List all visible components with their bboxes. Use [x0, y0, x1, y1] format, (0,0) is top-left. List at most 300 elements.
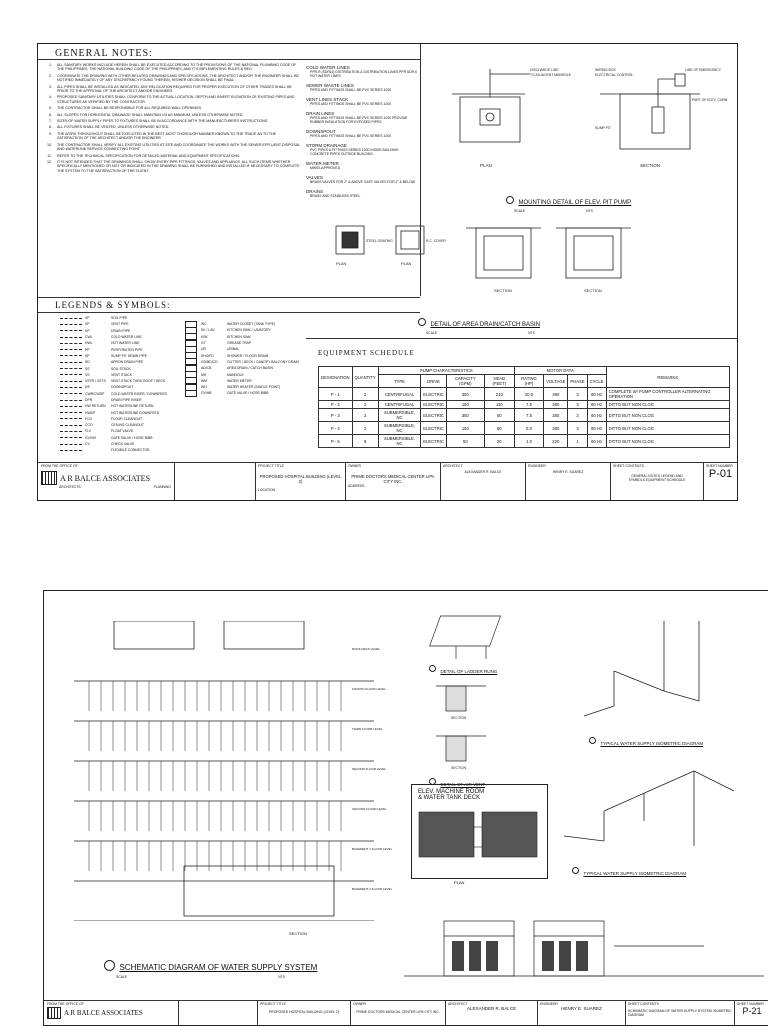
- legend-code: SK / LAV: [201, 328, 215, 333]
- area-drain-caption: [418, 313, 578, 335]
- pump-detail-drawing: [430, 49, 730, 199]
- legend-code: HWL: [85, 341, 93, 346]
- legend-code: KSK: [201, 334, 208, 339]
- isometric-diagram-1: [574, 611, 754, 731]
- legend-symbol-icon: [60, 318, 82, 319]
- sheet-p21: [43, 590, 768, 1026]
- legend-item: [185, 390, 305, 396]
- table-row: [319, 435, 730, 448]
- detail-marker-icon: [418, 318, 426, 326]
- pipe-note-text: PIPES AND FITTINGS SHALL BE PVC SERIES 1000: [310, 134, 392, 138]
- pipe-note: [306, 97, 418, 106]
- pipe-note: [306, 175, 418, 184]
- legend-label: APRON DRAIN PIPE: [111, 360, 144, 365]
- legend-label: VENT STACK THRU ROOF / DECK: [111, 379, 166, 384]
- pipe-note-text: MWSS APPROVED: [310, 166, 341, 170]
- tb-firm: [38, 463, 174, 500]
- note-text: ALL FIXTURES SHALL BE VENTED, UNLESS OTHERWISE NOTED.: [57, 125, 170, 130]
- note-number: 2.: [49, 73, 52, 78]
- general-note: [38, 106, 300, 110]
- area-drain-drawing: [326, 216, 656, 306]
- legend-label: VENT STACK: [111, 372, 132, 377]
- legend-code: CWR/CWDP: [85, 391, 105, 396]
- pipe-note-title: DRAIN LINES: [306, 111, 335, 116]
- table-cell: 3: [568, 401, 587, 409]
- note-text: COORDINATE THE DRAWING WITH OTHER RELATED DRAWINGS AND SPECIFICATIONS, THE ARCHITECT AND/OR THE ENGINEER SHALL BE NOTIFIED IMMEDIATELY OF ANY DISCREPANCY FOUND THEREIN, HIS/HER DECISION SHALL BE FINAL.: [57, 73, 299, 83]
- area-drain-scale: SCALE: [426, 331, 438, 335]
- svg-text:WIRING BOX: WIRING BOX: [595, 68, 616, 72]
- roof-water-tank: [114, 621, 194, 649]
- note-number: 7.: [49, 119, 52, 124]
- pipe-note: [306, 83, 418, 92]
- title-block: [44, 1001, 768, 1025]
- col-header: REMARKS: [606, 367, 729, 388]
- detail-marker-icon: [572, 867, 579, 874]
- table-row: [319, 409, 730, 422]
- pipe-note-title: DOWNSPOUT: [306, 129, 336, 134]
- table-cell: 60 Hz: [587, 435, 606, 448]
- table-cell: 150: [446, 401, 484, 409]
- table-cell: 60 Hz: [587, 401, 606, 409]
- legend-label: WATER CLOSET (TANK TYPE): [227, 322, 276, 327]
- tb-engineer: [537, 1001, 625, 1025]
- tb-sheet-number: [703, 463, 737, 500]
- svg-text:STEEL GRATING: STEEL GRATING: [366, 239, 393, 243]
- pipe-note: [306, 65, 418, 78]
- legend-symbol-icon: [60, 444, 82, 445]
- legend-code: SS: [85, 366, 90, 371]
- section-label: SECTION: [289, 931, 307, 936]
- table-row: [319, 388, 730, 401]
- group-header: PUMP CHARACTERISTICS: [378, 367, 514, 375]
- legend-symbol-icon: [60, 374, 82, 375]
- note-text: REFER TO THE TECHNICAL SPECIFICATION FOR DETAILED MATERIAL AND EQUIPMENT SPECIFICATIONS.: [57, 153, 241, 158]
- floor-level-label: ROOF DECK LEVEL: [352, 647, 381, 651]
- legend-symbol-icon: [60, 324, 82, 325]
- pump-detail-title: MOUNTING DETAIL OF ELEV. PIT PUMP: [518, 200, 632, 206]
- legend-code: GD/BD/CD: [201, 359, 218, 364]
- note-text: SIZES OF WATER SUPPLY PIPES TO FIXTURES SHALL BE IN ACCORDANCE WITH THE MANUFACTURER'S INSTRUCTIONS.: [57, 119, 269, 124]
- tb-architect-label: ARCHITECT: [448, 1002, 468, 1006]
- legend-label: WATER HEATER (SINGLE POINT): [227, 385, 281, 390]
- legend-symbol-icon: [60, 406, 82, 407]
- legend-label: DRAIN PIPE: [111, 328, 131, 333]
- legend-label: PERFORATED PIPE: [111, 347, 143, 352]
- legends-right-list: [185, 321, 305, 397]
- svg-text:SUMP PIT: SUMP PIT: [595, 126, 611, 130]
- isometric-diagram-2: [544, 751, 754, 861]
- svg-text:PLAN: PLAN: [336, 261, 347, 266]
- pipe-note-title: STORM DRAINAGE: [306, 143, 347, 148]
- tb-address-label: ADDRESS: [348, 484, 365, 488]
- legend-code: CCO: [85, 423, 93, 428]
- tb-architect: [445, 1001, 537, 1025]
- tb-contents-text: SCHEMATIC DIAGRAM OF WATER SUPPLY SYSTEM ISOMETRIC DIAGRAM: [628, 1009, 732, 1017]
- table-cell: 1: [568, 435, 587, 448]
- table-cell: P - 2: [319, 401, 353, 409]
- legend-label: HOT WATERLINE RETURN: [111, 404, 154, 409]
- table-cell: DITTO BUT NON CLOG: [606, 422, 729, 435]
- legend-code: UR: [201, 347, 206, 352]
- legend-symbol-icon: [60, 400, 82, 401]
- legend-label: SOIL STACK: [111, 366, 131, 371]
- general-note: [38, 85, 300, 94]
- legend-code: CWL: [85, 335, 93, 340]
- table-cell: CENTRIFUGAL: [378, 388, 421, 401]
- legend-code: DS: [85, 385, 90, 390]
- note-number: 8.: [49, 125, 52, 130]
- tb-project-label: PROJECT TITLE: [260, 1002, 286, 1006]
- legend-code: DPR: [85, 398, 93, 402]
- detail-marker-icon: [104, 960, 115, 971]
- svg-text:TO ADJACENT MANHOLE: TO ADJACENT MANHOLE: [530, 73, 571, 77]
- general-notes-list: [38, 63, 300, 175]
- pipe-note-title: WATER METER: [306, 161, 339, 166]
- svg-text:R.C. COVER: R.C. COVER: [426, 239, 446, 243]
- plan-label: PLAN: [454, 880, 465, 885]
- legend-code: WM: [201, 378, 208, 383]
- table-cell: 3: [568, 422, 587, 435]
- legend-label: HOT WATER LINE: [111, 341, 140, 346]
- legend-code: WH: [201, 385, 207, 390]
- legend-code: VS: [85, 372, 90, 377]
- legend-code: SP: [85, 353, 90, 358]
- general-note: [38, 125, 300, 129]
- table-cell: 60 Hz: [587, 388, 606, 401]
- note-number: 10.: [47, 142, 52, 147]
- legend-symbol-icon: [60, 337, 82, 338]
- legend-symbol-icon: [185, 390, 197, 397]
- ladder-caption: [429, 660, 497, 678]
- col-header: TYPE: [378, 375, 421, 388]
- iso-caption-1: [589, 732, 703, 750]
- table-cell: 3: [568, 388, 587, 401]
- col-header: RATING (HP): [514, 375, 543, 388]
- legend-code: HW RETURN: [85, 404, 106, 409]
- schematic-scale: SCALE: [116, 975, 128, 979]
- tb-architect-name: ALEXANDER R. BALCE: [466, 1006, 517, 1011]
- tb-location-label: LOCATION: [258, 488, 276, 492]
- legend-label: GREASE TRAP: [227, 341, 252, 346]
- pump-detail-nts: NTS: [586, 209, 593, 213]
- svg-text:LINE OF EMERGENCY: LINE OF EMERGENCY: [685, 68, 721, 72]
- legend-label: GUTTER / DECK / CANOPY BALCONY DRAIN: [227, 359, 299, 364]
- legend-label: WATER METER: [227, 378, 252, 383]
- legend-code: MH: [201, 372, 207, 377]
- table-cell: DITTO BUT NON CLOG: [606, 409, 729, 422]
- legend-label: KITCHEN SINK / LAVATORY: [227, 328, 271, 333]
- firm-name: A R BALCE ASSOCIATES: [60, 473, 151, 483]
- table-cell: 380: [544, 409, 568, 422]
- col-header: HEAD (FEET): [484, 375, 514, 388]
- col-header: DRIVE: [421, 375, 447, 388]
- legend-code: GV/GH: [85, 435, 96, 440]
- svg-text:SECTION: SECTION: [584, 288, 602, 293]
- legend-code: SP: [85, 316, 90, 321]
- divider: [38, 59, 420, 60]
- legend-symbol-icon: [60, 330, 82, 331]
- tb-notes: [174, 463, 255, 500]
- detail-marker-icon: [589, 737, 596, 744]
- legend-label: SOIL PIPE: [111, 316, 128, 321]
- table-cell: 2: [352, 409, 378, 422]
- table-cell: 8: [352, 435, 378, 448]
- tb-engineer-label: ENGINEER: [528, 464, 546, 468]
- schematic-caption: [104, 957, 404, 979]
- tb-contents-text: GENERAL NOTES LEGEND AND SYMBOLS EQUIPMENT SCHEDULE: [628, 474, 686, 482]
- roof-water-tank: [224, 621, 304, 649]
- tb-owner: [345, 463, 440, 500]
- legend-label: URINAL: [227, 347, 240, 352]
- table-cell: SUBMERSIBLE, NC: [378, 422, 421, 435]
- iso-caption-2: [572, 862, 686, 880]
- tb-project: [257, 1001, 350, 1025]
- general-note: [38, 132, 300, 141]
- table-cell: 60 Hz: [587, 409, 606, 422]
- general-note: [38, 63, 300, 72]
- note-number: 11.: [47, 153, 52, 158]
- ladder-title: DETAIL OF LADDER RUNG: [440, 669, 498, 674]
- pump-detail-caption: [506, 191, 656, 213]
- floor-level-label: BASEMENT 2 FLOOR LEVEL: [352, 887, 393, 891]
- note-text: ALL SLOPES FOR HORIZONTAL DRAINAGE SHALL MAINTAIN 1% AS MINIMUM, UNLESS OTHERWISE NOTED.: [57, 112, 244, 117]
- legend-symbol-icon: [60, 425, 82, 426]
- legend-code: AD/CB: [201, 366, 212, 371]
- legend-label: FLEXIBLE CONNECTOR: [111, 448, 150, 453]
- legends-left-list: [60, 315, 205, 454]
- pipe-material-notes: [306, 65, 418, 203]
- legend-label: FLOOR CLEANOUT: [111, 416, 143, 421]
- pipe-note-text: BRASS VALVES FOR 2" & ABOVE GATE VALVES FOR 2" & BELOW: [310, 180, 415, 184]
- tb-project-label: PROJECT TITLE: [258, 464, 284, 468]
- pipe-note-title: VALVES: [306, 175, 323, 180]
- firm-logo-icon: [41, 471, 57, 485]
- legends-title: LEGENDS & SYMBOLS:: [55, 300, 171, 310]
- table-cell: P - 1: [319, 388, 353, 401]
- legend-code: DP: [85, 328, 90, 333]
- table-cell: 210: [484, 388, 514, 401]
- svg-text:PLAN: PLAN: [401, 261, 412, 266]
- table-cell: 7.5: [514, 409, 543, 422]
- legend-symbol-icon: [60, 393, 82, 394]
- table-cell: ELECTRIC: [421, 422, 447, 435]
- legend-symbol-icon: [60, 355, 82, 356]
- table-cell: 2: [352, 422, 378, 435]
- table-cell: 220: [544, 435, 568, 448]
- tb-engineer-name: HENRY E. SUAREZ: [552, 470, 584, 474]
- svg-text:ELECTRICAL CONTROL: ELECTRICAL CONTROL: [595, 73, 634, 77]
- legend-label: MANHOLE: [227, 372, 244, 377]
- table-row: [319, 422, 730, 435]
- table-cell: P - 5: [319, 435, 353, 448]
- general-note: [38, 95, 300, 104]
- area-drain-nts: NTS: [528, 331, 535, 335]
- air-vent-title: DETAIL OF AIR VENT: [440, 782, 485, 787]
- legend-code: FLV: [85, 429, 91, 434]
- plan-label: PLAN: [480, 163, 492, 168]
- divider: [38, 312, 420, 313]
- legend-label: SUMP PIT DRAIN PIPE: [111, 353, 148, 358]
- note-number: 9.: [49, 131, 52, 136]
- tb-engineer-name: HENRY E. SUAREZ: [561, 1006, 602, 1011]
- note-text: THE WORK THROUGHOUT SHALL BE EXECUTED IN THE BEST MOST THOROUGH MANNER KNOWN TO THE TRADE AN TO THE SATISFACTION OF THE ARCHITECT AND/OR THE ENGINEER.: [57, 131, 277, 141]
- ladder-rung-drawing: [416, 601, 566, 771]
- svg-text:SECTION: SECTION: [494, 288, 512, 293]
- firm-name: A R BALCE ASSOCIATES: [64, 1009, 143, 1017]
- floor-level-label: SECOND FLOOR LEVEL: [352, 767, 387, 771]
- table-cell: 50: [484, 422, 514, 435]
- pump-detail-scale: SCALE: [514, 209, 526, 213]
- legend-label: COLD WATER RISER / DOWNFEED: [111, 391, 168, 396]
- col-header: CYCLE: [587, 375, 606, 388]
- legend-label: DRAIN PIPE RISER: [111, 398, 142, 402]
- svg-text:SECTION: SECTION: [451, 766, 467, 770]
- table-cell: 110: [484, 401, 514, 409]
- table-cell: 380: [544, 388, 568, 401]
- table-cell: 20.0: [514, 388, 543, 401]
- table-cell: 380: [544, 422, 568, 435]
- legend-symbol-icon: [60, 349, 82, 350]
- legend-label: GATE VALVE / HOSE BIBB: [227, 391, 269, 396]
- pipe-note-text: PIPES AND FITTINGS SHALL BE PVC SERIES 1000: [310, 102, 392, 106]
- legend-label: COLD WATER LINE: [111, 335, 142, 340]
- tb-owner-label: OWNER: [348, 464, 361, 468]
- legend-label: AREA DRAIN / CATCH BASIN: [227, 366, 273, 371]
- note-number: 5.: [49, 106, 52, 111]
- note-number: 4.: [49, 95, 52, 100]
- legend-code: HWDP: [85, 410, 96, 415]
- firm-sub1: ARCHITECTS: [59, 485, 81, 489]
- col-header: VOLTAGE: [544, 375, 568, 388]
- legend-label: CHECK VALVE: [111, 442, 135, 447]
- general-note: [38, 154, 300, 158]
- legend-code: GV/HB: [201, 391, 212, 396]
- legend-code: WC: [201, 322, 207, 327]
- pipe-note-title: SEWER WASTE LINES: [306, 83, 354, 88]
- tower-elevation-drawing: [404, 901, 764, 996]
- elev-box-line2: & WATER TANK DECK: [418, 795, 481, 801]
- pipe-note: [306, 189, 418, 198]
- tb-owner-label: OWNER: [353, 1002, 366, 1006]
- pipe-note: [306, 143, 418, 156]
- tb-office-label: FROM THE OFFICE OF: [47, 1002, 84, 1006]
- pipe-note-text: PVC PIPES & FITTINGS SERIES 1000 INSIDE BUILDING CONCRETE PIPES OUTSIDE BUILDING: [310, 148, 399, 156]
- svg-text:SECTION: SECTION: [451, 716, 467, 720]
- table-cell: 60 Hz: [587, 422, 606, 435]
- floor-level-label: GROUND FLOOR LEVEL: [352, 807, 387, 811]
- legend-symbol-icon: [60, 412, 82, 413]
- divider: [306, 338, 737, 339]
- col-header: CAPACITY (GPM): [446, 375, 484, 388]
- group-header: MOTOR DATA: [514, 367, 606, 375]
- pipe-note: [306, 161, 418, 170]
- legend-symbol-icon: [60, 381, 82, 382]
- tb-architect: [440, 463, 525, 500]
- tb-project-title: PROPOSED HOSPITAL BUILDING (LEVEL 2): [259, 474, 342, 484]
- detail-marker-icon: [506, 196, 514, 204]
- note-text: ALL SANITARY WORKS INCLUDE HEREIN SHALL BE EXECUTED ACCORDING TO THE PROVISIONS OF THE NATIONAL PLUMBING CODE OF THE PHILIPPINES. THE NATIONAL BUILDING CODE OF THE PHILIPPINES, AND IT'S IMPLEMENTING RULES & REG.: [57, 63, 297, 72]
- legend-symbol-icon: [60, 362, 82, 363]
- table-cell: ELECTRIC: [421, 435, 447, 448]
- pipe-note-text: PPR-R (SDR11) DISTRIBUTION & DISTRIBUTION LINES PPR SDR 6 HOT WATER LINES: [310, 70, 417, 78]
- general-note: [38, 119, 300, 123]
- tb-contents: [610, 463, 703, 500]
- table-cell: ELECTRIC: [421, 388, 447, 401]
- table-cell: 20: [484, 435, 514, 448]
- general-notes-title: GENERAL NOTES:: [55, 48, 153, 59]
- table-cell: COMPLETE W/ PUMP CONTROLLER ALTERNATING OPERATION: [606, 388, 729, 401]
- legend-code: VSTR / VSTS: [85, 379, 106, 384]
- table-cell: 380: [544, 401, 568, 409]
- floor-level-label: BASEMENT 1 FLOOR LEVEL: [352, 847, 393, 851]
- legend-label: KITCHEN SINK: [227, 334, 251, 339]
- legend-code: PP: [85, 347, 90, 352]
- tb-project: [255, 463, 345, 500]
- table-cell: DITTO BUT NON CLOG: [606, 435, 729, 448]
- table-cell: ELECTRIC: [421, 401, 447, 409]
- svg-text:PART OF ELEV. CURB: PART OF ELEV. CURB: [692, 98, 728, 102]
- legend-code: SD: [85, 360, 90, 365]
- equipment-schedule-table: [318, 366, 730, 448]
- note-text: PROPOSED SANITARY UTILITIES SHALL CONFORM TO THE ACTUAL LOCATION, DEPTH AND INVERT ELEVATION OF EXISTING PIPES AND STRUCTURES AS VERIFIED BY THE CONTRACTOR.: [57, 95, 295, 104]
- note-text: THE CONTRACTOR SHALL VERIFY ALL EXISTING UTILITIES AT SITE AND COORDINATE THE WORKS WITH THE SEWER EFFLUENT DISPOSAL AND WATERLINE SERVICE CONNECTING POINT.: [57, 142, 300, 152]
- tb-notes: [178, 1001, 257, 1025]
- firm-logo-icon: [47, 1007, 61, 1019]
- elev-box-line1: ELEV. MACHINE ROOM: [418, 789, 485, 795]
- legend-label: HOT WATERLINE DOWNFEED: [111, 410, 160, 415]
- legend-code: SHO/FD: [201, 353, 214, 358]
- legend-code: VP: [85, 322, 90, 327]
- tb-firm: [44, 1001, 178, 1025]
- note-text: ALL PIPES SHALL BE INSTALLED AS INDICATED, ANY RELOCATION REQUIRED FOR PROPER EXECUTION OF OTHER TRADES SHALL BE PRIOR TO THE APPROVAL OF THE ARCHITECT AND/OR ENGINEER.: [57, 84, 292, 94]
- legend-label: DOWNSPOUT: [111, 385, 134, 390]
- legend-code: CV: [85, 442, 90, 447]
- tb-contents-label: SHEET CONTENTS: [613, 464, 644, 468]
- table-cell: 5.0: [514, 422, 543, 435]
- table-cell: 150: [446, 422, 484, 435]
- table-cell: CENTRIFUGAL: [378, 401, 421, 409]
- legend-symbol-icon: [60, 431, 82, 432]
- table-cell: 2: [352, 388, 378, 401]
- tb-contents-label: SHEET CONTENTS: [628, 1002, 659, 1006]
- general-note: [38, 74, 300, 83]
- table-row: [319, 401, 730, 409]
- schematic-riser-drawing: [74, 621, 387, 921]
- table-cell: 7.5: [514, 401, 543, 409]
- legend-symbol-icon: [60, 368, 82, 369]
- table-cell: 350: [446, 388, 484, 401]
- floor-level-label: FOURTH FLOOR LEVEL: [352, 687, 386, 691]
- legend-label: GATE VALVE / HOSE BIBB: [111, 435, 153, 440]
- iso-title-2: TYPICAL WATER SUPPLY ISOMETRIC DIAGRAM: [583, 871, 687, 876]
- tb-project-title: PROPOSED HOSPITAL BUILDING (LEVEL 2): [269, 1010, 339, 1014]
- tb-engineer: [525, 463, 610, 500]
- pipe-note-text: PIPES AND FITTINGS SHALL BE PVC SERIES 1000: [310, 88, 392, 92]
- col-header: PHASE: [568, 375, 587, 388]
- note-number: 1.: [49, 63, 52, 67]
- table-cell: P - 4: [319, 422, 353, 435]
- tb-owner: [350, 1001, 445, 1025]
- legend-symbol-icon: [60, 450, 82, 451]
- table-cell: 350: [446, 409, 484, 422]
- general-note: [38, 160, 300, 173]
- firm-sub2: PLANNING: [153, 485, 171, 489]
- detail-marker-icon: [429, 665, 436, 672]
- tb-owner-name: PRIME DOCTORS MEDICAL CENTER LIPA CITY INC.: [356, 1010, 440, 1014]
- table-cell: SUBMERSIBLE, NC: [378, 409, 421, 422]
- legend-label: VENT PIPE: [111, 322, 129, 327]
- table-cell: 2: [352, 401, 378, 409]
